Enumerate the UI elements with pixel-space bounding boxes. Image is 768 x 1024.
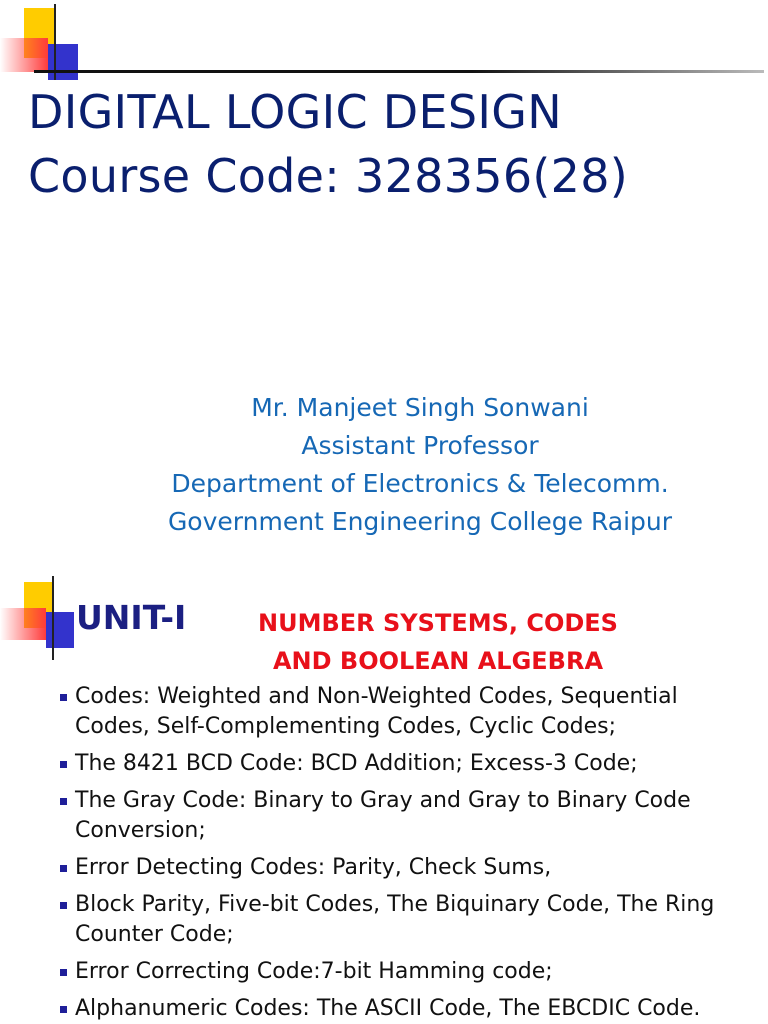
topic-text: The Gray Code: Binary to Gray and Gray to Binary Code Conversion; (75, 788, 691, 843)
square-bullet-icon (60, 761, 67, 768)
square-bullet-icon (60, 969, 67, 976)
list-item (58, 682, 748, 742)
author-block (120, 389, 720, 541)
topic-list (58, 682, 748, 1024)
slide-title (28, 80, 628, 208)
title-line-2: Course Code: 328356(28) (28, 149, 629, 203)
topic-text: The 8421 BCD Code: BCD Addition; Excess-3 Code; (75, 751, 638, 776)
list-item (58, 853, 748, 883)
red-square-decoration (0, 608, 46, 640)
square-bullet-icon (60, 865, 67, 872)
title-line-1: DIGITAL LOGIC DESIGN (28, 85, 562, 139)
author-department: Department of Electronics & Telecomm. (171, 469, 669, 498)
square-bullet-icon (60, 798, 67, 805)
topic-text: Block Parity, Five-bit Codes, The Biquinary Code, The Ring Counter Code; (75, 892, 715, 947)
red-square-decoration (0, 38, 48, 72)
topic-text: Error Detecting Codes: Parity, Check Sums, (75, 855, 552, 880)
topic-text: Alphanumeric Codes: The ASCII Code, The EBCDIC Code. (75, 996, 701, 1021)
list-item (58, 749, 748, 779)
title-underline-rule (34, 70, 764, 73)
author-name: Mr. Manjeet Singh Sonwani (251, 393, 589, 422)
list-item (58, 786, 748, 846)
unit-label: UNIT-I (76, 598, 187, 637)
vertical-rule-decoration (52, 576, 54, 660)
list-item (58, 890, 748, 950)
author-college: Government Engineering College Raipur (167, 507, 673, 536)
unit-one-slide (0, 574, 768, 1024)
blue-square-decoration (46, 612, 74, 648)
square-bullet-icon (60, 902, 67, 909)
unit-title-line-1: NUMBER SYSTEMS, CODES (258, 609, 618, 637)
list-item (58, 957, 748, 987)
vertical-rule-decoration (54, 4, 56, 80)
square-bullet-icon (60, 694, 67, 701)
topic-text: Codes: Weighted and Non-Weighted Codes, Sequential Codes, Self-Complementing Codes, Cyclic Codes; (75, 684, 678, 739)
blue-square-decoration (48, 44, 78, 80)
square-bullet-icon (60, 1006, 67, 1013)
list-item (58, 994, 748, 1024)
author-designation: Assistant Professor (301, 431, 539, 460)
unit-title-line-2: AND BOOLEAN ALGEBRA (272, 647, 604, 675)
unit-title (238, 604, 638, 680)
topic-text: Error Correcting Code:7-bit Hamming code; (75, 959, 553, 984)
